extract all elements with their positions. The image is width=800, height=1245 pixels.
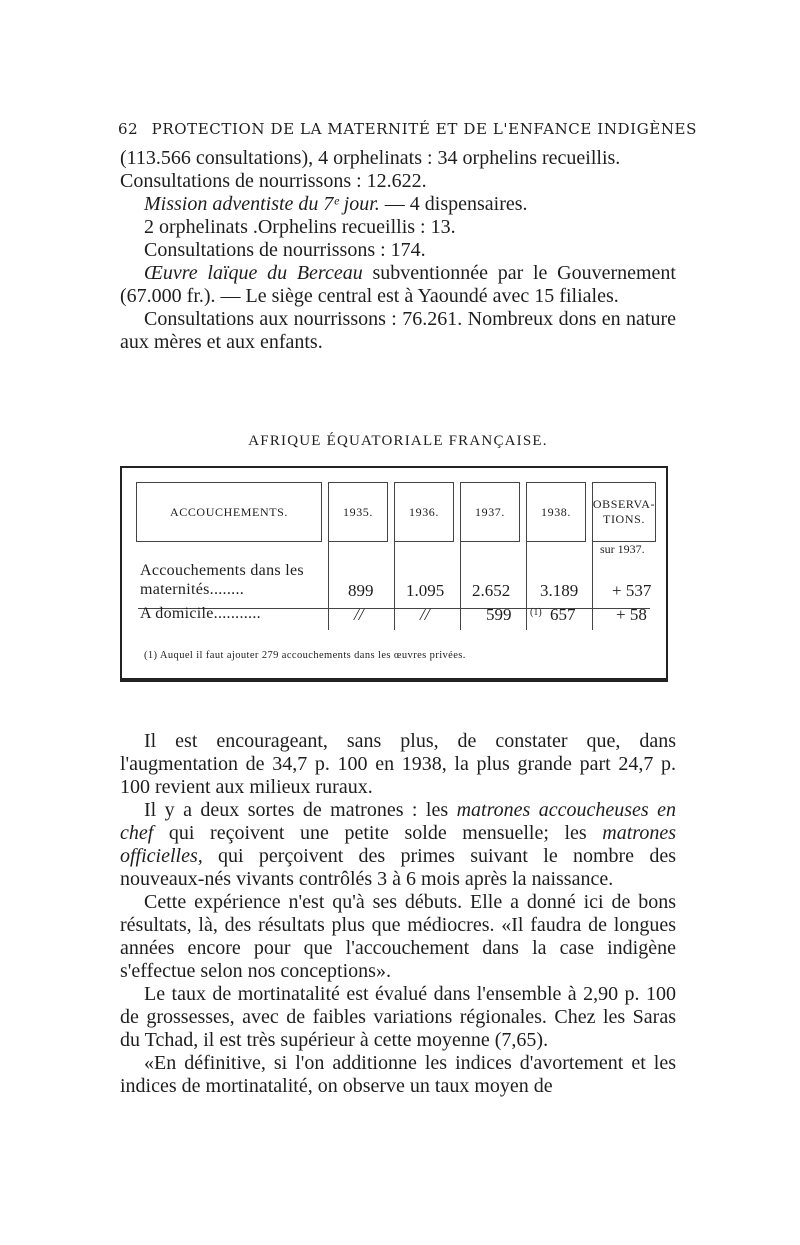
berceau-rest: subventionnée par le Gouvernement (67.000 fr.). — Le siège central est à Yaoundé avec 15 filiales. <box>120 262 676 307</box>
column-divider <box>526 542 527 630</box>
running-header <box>118 120 697 138</box>
consultations-paragraph: Consultations aux nourrissons : 76.261. Nombreux dons en nature aux mères et aux enfants. <box>120 308 676 353</box>
paragraph-experience: Cette expérience n'est qu'à ses débuts. Elle a donné ici de bons résultats, là, des résultats plus que médiocres. «Il faudra de longues années encore pour que l'accouchement dans la case indigène s'effectue selon nos conceptions». <box>120 891 676 982</box>
statistics-table <box>120 466 668 682</box>
intro-line-4: 2 orphelinats .Orphelins recueillis : 13. <box>144 216 456 238</box>
mission-name: Mission adventiste du 7ᵉ jour. <box>144 193 380 215</box>
observations-subheader: sur 1937. <box>600 542 645 556</box>
berceau-paragraph <box>120 262 676 308</box>
row-maternites-label-2: maternités........ <box>140 581 245 598</box>
column-divider <box>592 542 593 630</box>
intro-line-3 <box>120 193 676 216</box>
paragraph-definitive: «En définitive, si l'on additionne les indices d'avortement et les indices de mortinatalité, on observe un taux moyen de <box>120 1052 676 1097</box>
cell-obs-domicile: + 58 <box>616 605 647 624</box>
footnote-mark-cell: (1) <box>530 607 542 618</box>
table-footnote <box>144 650 466 661</box>
header-1936: 1936. <box>394 482 454 542</box>
intro-line-5: Consultations de nourrissons : 174. <box>144 239 426 261</box>
column-divider <box>394 542 395 630</box>
cell-1936-maternites: 1.095 <box>406 581 445 600</box>
section-title: AFRIQUE ÉQUATORIALE FRANÇAISE. <box>248 433 548 449</box>
row-maternites-label-1: Accouchements dans les <box>140 562 304 579</box>
row-domicile-label: A domicile........... <box>140 605 261 622</box>
cell-1938-maternites: 3.189 <box>540 581 579 600</box>
paragraph-mortinatalite: Le taux de mortinatalité est évalué dans l'ensemble à 2,90 p. 100 de grossesses, avec de faibles variations régionales. Chez les Saras du Tchad, il est très supérieur à cette moyenne (7,65). <box>120 983 676 1051</box>
header-1938: 1938. <box>526 482 586 542</box>
cell-1937-domicile: 599 <box>486 605 512 624</box>
footnote-mark: (1) <box>144 650 158 661</box>
intro-block <box>120 147 676 354</box>
header-accouchements: ACCOUCHEMENTS. <box>136 482 322 542</box>
cell-1938-domicile: 657 <box>550 605 576 624</box>
column-divider <box>460 542 461 630</box>
cell-1935-domicile: // <box>354 605 364 624</box>
cell-1936-domicile: // <box>420 605 430 624</box>
intro-line-1: (113.566 consultations), 4 orphelinats : 34 orphelins recueillis. <box>120 147 621 169</box>
running-title: PROTECTION DE LA MATERNITÉ ET DE L'ENFANCE INDIGÈNES <box>151 120 697 138</box>
header-1937: 1937. <box>460 482 520 542</box>
paragraph-augmentation: Il est encourageant, sans plus, de constater que, dans l'augmentation de 34,7 p. 100 en 1938, la plus grande part 24,7 p. 100 revient aux milieux ruraux. <box>120 730 676 798</box>
table-bottom-rule <box>122 678 666 680</box>
header-observations: OBSERVA-TIONS. <box>592 482 656 542</box>
matrones-mid: qui reçoivent une petite solde mensuelle; les <box>153 822 603 844</box>
cell-1935-maternites: 899 <box>348 581 374 600</box>
header-1935: 1935. <box>328 482 388 542</box>
column-divider <box>328 542 329 630</box>
page-number: 62 <box>118 120 139 138</box>
cell-obs-maternites: + 537 <box>612 581 652 600</box>
matrones-officielles: matrones officielles, <box>120 822 676 867</box>
cell-1937-maternites: 2.652 <box>472 581 511 600</box>
body-text <box>120 730 676 1098</box>
berceau-name: Œuvre laïque du Berceau <box>144 262 363 284</box>
matrones-intro: Il y a deux sortes de matrones : les <box>144 799 457 821</box>
matrones-chef: matrones accoucheuses en chef <box>120 799 677 844</box>
matrones-end: qui perçoivent des primes suivant le nombre des nouveaux-nés vivants contrôlés 3 à 6 mois après la naissance. <box>120 845 676 890</box>
intro-line-2: Consultations de nourrissons : 12.622. <box>120 170 427 192</box>
paragraph-matrones <box>120 799 676 891</box>
footnote-text: Auquel il faut ajouter 279 accouchements dans les œuvres privées. <box>159 650 466 661</box>
mission-rest: — 4 dispensaires. <box>379 193 528 215</box>
